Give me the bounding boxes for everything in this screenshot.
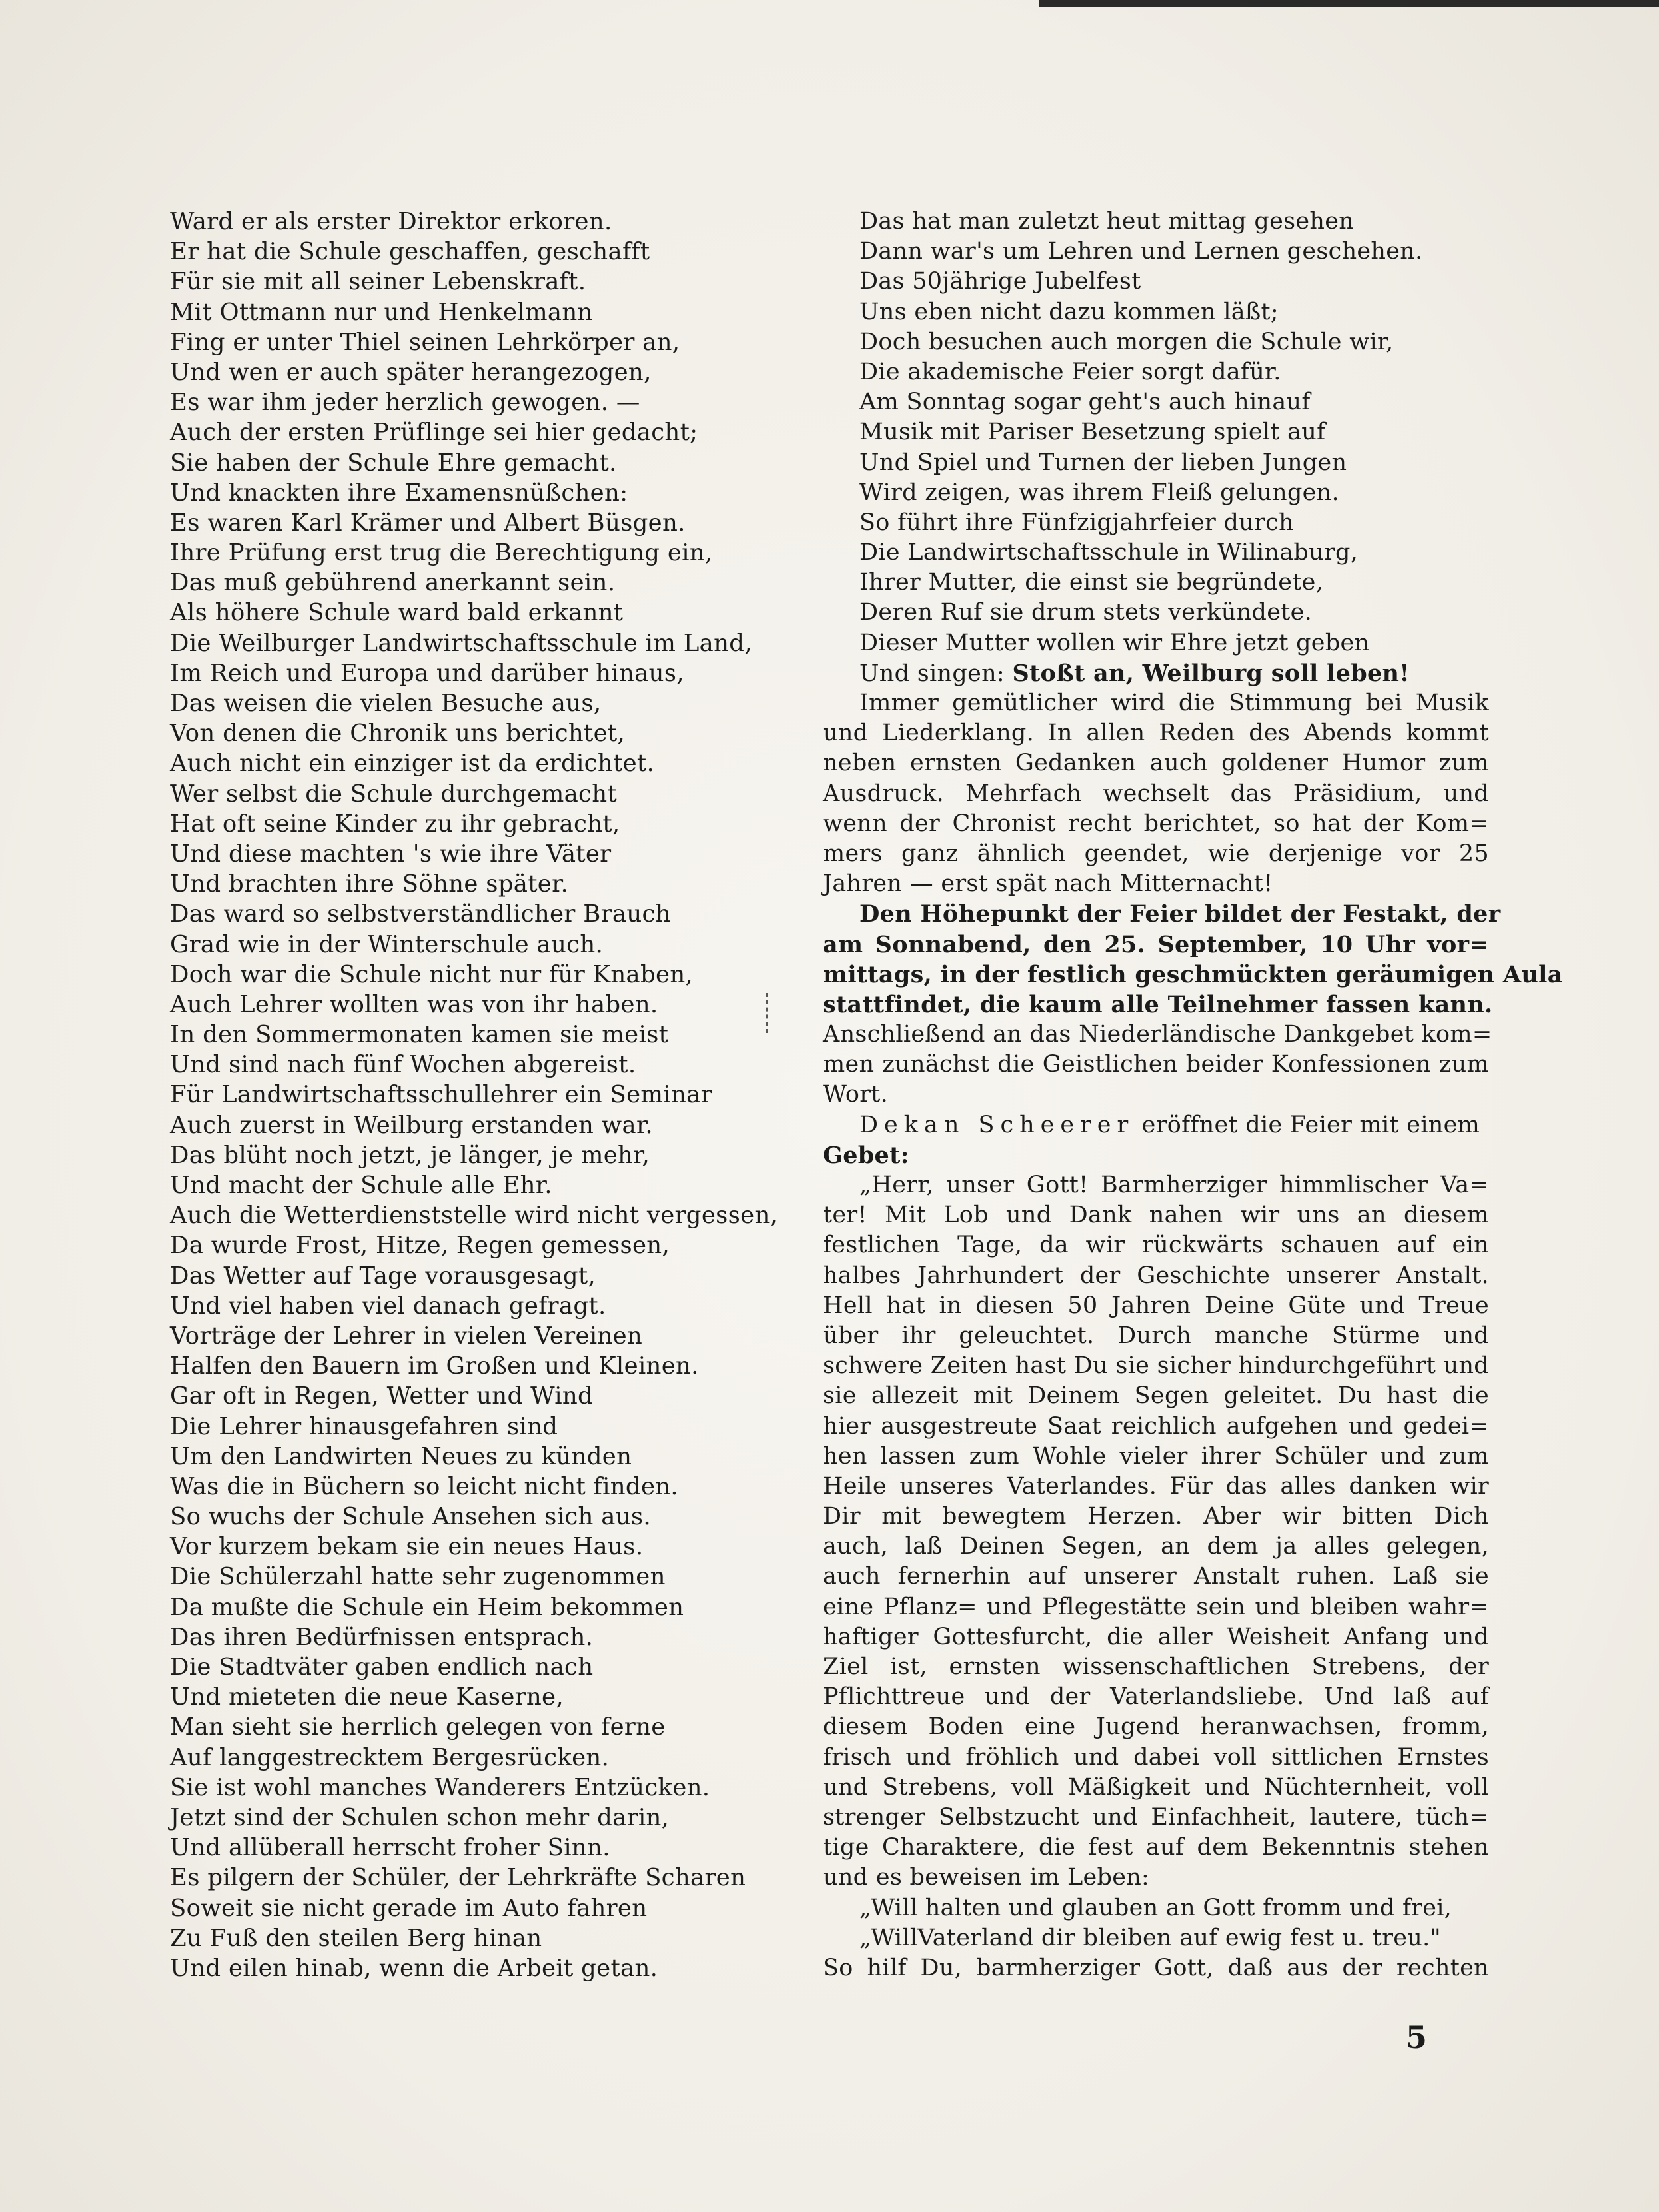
verse-line: Hat oft seine Kinder zu ihr gebracht, (170, 810, 620, 838)
verse-line: Das Wetter auf Tage vorausgesagt, (170, 1262, 596, 1290)
verse-line: Sie ist wohl manches Wanderers Entzücken. (170, 1773, 710, 1801)
page-number: 5 (1406, 2019, 1428, 2055)
verse-line: Zu Fuß den steilen Berg hinan (170, 1924, 542, 1952)
prayer-line: auch, laß Deinen Segen, an dem ja alles gelegen, (823, 1533, 1489, 1560)
prayer-line: eine Pflanz= und Pflegestätte sein und bleiben wahr= (823, 1593, 1489, 1620)
verse-line: Das 50jährige Jubelfest (859, 268, 1141, 295)
verse-line: Und sind nach fünf Wochen abgereist. (170, 1051, 636, 1079)
verse-line: Für Landwirtschaftsschullehrer ein Seminar (170, 1081, 712, 1109)
verse-line: Die Schülerzahl hatte sehr zugenommen (170, 1563, 666, 1591)
verse-line: Und mieteten die neue Kaserne, (170, 1683, 564, 1711)
paragraph-line: mittags, in der festlich geschmückten geräumigen Aula (823, 960, 1563, 988)
verse-line: Er hat die Schule geschaffen, geschafft (170, 238, 650, 266)
verse-line: Das ward so selbstverständlicher Brauch (170, 900, 671, 928)
prayer-line: über ihr geleuchtet. Durch manche Stürme und (823, 1322, 1489, 1349)
verse-line: Vor kurzem bekam sie ein neues Haus. (170, 1533, 644, 1561)
verse-line: Von denen die Chronik uns berichtet, (170, 720, 626, 748)
verse-line: Für sie mit all seiner Lebenskraft. (170, 268, 586, 296)
verse-line: Sie haben der Schule Ehre gemacht. (170, 449, 617, 477)
prayer-line: Dir mit bewegtem Herzen. Aber wir bitten Dich (823, 1503, 1489, 1530)
verse-line: Die Weilburger Landwirtschaftsschule im Land, (170, 629, 752, 657)
verse-line: Grad wie in der Winterschule auch. (170, 930, 604, 958)
prayer-line: hier ausgestreute Saat reichlich aufgehen und gedei= (823, 1412, 1489, 1440)
verse-line: Das ihren Bedürfnissen entsprach. (170, 1623, 594, 1651)
verse-line (823, 658, 1489, 688)
verse-line: Und knackten ihre Examensnüßchen: (170, 479, 628, 507)
prayer-line: Ziel ist, ernsten wissenschaftlichen Strebens, der (823, 1654, 1489, 1680)
prayer-line: diesem Boden eine Jugend heranwachsen, fromm, (823, 1713, 1489, 1741)
verse-line: Deren Ruf sie drum stets verkündete. (859, 599, 1313, 626)
paragraph-text: eröffnet die Feier mit einem (1134, 1111, 1480, 1138)
verse-line: Und viel haben viel danach gefragt. (170, 1292, 606, 1320)
prayer-line: schwere Zeiten hast Du sie sicher hindurchgeführt und (823, 1352, 1489, 1380)
verse-line: Man sieht sie herrlich gelegen von ferne (170, 1713, 666, 1741)
verse-line: Auch zuerst in Weilburg erstanden war. (170, 1111, 653, 1139)
prayer-line: auch fernerhin auf unserer Anstalt ruhen. Laß sie (823, 1563, 1489, 1590)
verse-line: Die Stadtväter gaben endlich nach (170, 1654, 594, 1681)
verse-line: Fing er unter Thiel seinen Lehrkörper an, (170, 328, 680, 356)
toast-text: Stoßt an, Weilburg soll leben! (1012, 659, 1410, 687)
paragraph-line: Ausdruck. Mehrfach wechselt das Präsidium, und (823, 780, 1489, 807)
verse-line: Auch nicht ein einziger ist da erdichtet. (170, 750, 655, 778)
verse-line: Ihrer Mutter, die einst sie begründete, (859, 569, 1324, 596)
right-column (823, 207, 1563, 1983)
verse-line: Doch besuchen auch morgen die Schule wir, (859, 328, 1394, 355)
verse-line: Und diese machten 's wie ihre Väter (170, 840, 612, 868)
verse-line: Und Spiel und Turnen der lieben Jungen (859, 449, 1347, 476)
prayer-line: Heile unseres Vaterlandes. Für das alles danken wir (823, 1472, 1489, 1500)
prayer-line: Pflichttreue und der Vaterlandsliebe. Und laß auf (823, 1683, 1489, 1711)
prayer-line: „Herr, unser Gott! Barmherziger himmlischer Va= (859, 1172, 1489, 1198)
verse-line: Das blüht noch jetzt, je länger, je mehr, (170, 1141, 650, 1169)
quote-line: „WillVaterland dir bleiben auf ewig fest u. treu." (859, 1924, 1441, 1951)
prayer-line: haftiger Gottesfurcht, die aller Weisheit Anfang und (823, 1623, 1489, 1650)
left-column (170, 207, 783, 1983)
prayer-heading: Gebet: (823, 1141, 909, 1169)
verse-line: Ward er als erster Direktor erkoren. (170, 208, 612, 235)
paragraph-line: Wort. (823, 1081, 889, 1108)
verse-line: Auf langgestrecktem Bergesrücken. (170, 1743, 610, 1771)
prayer-line: ter! Mit Lob und Dank nahen wir uns an diesem (823, 1202, 1489, 1229)
prayer-line: sie allezeit mit Deinem Segen geleitet. Du hast die (823, 1382, 1489, 1410)
verse-line: Und allüberall herrscht froher Sinn. (170, 1834, 610, 1862)
verse-line: Jetzt sind der Schulen schon mehr darin, (170, 1803, 670, 1831)
prayer-line: und es beweisen im Leben: (823, 1864, 1150, 1891)
verse-line: Gar oft in Regen, Wetter und Wind (170, 1382, 594, 1410)
verse-line: So wuchs der Schule Ansehen sich aus. (170, 1503, 652, 1531)
verse-line: Mit Ottmann nur und Henkelmann (170, 298, 593, 326)
verse-line: Die Lehrer hinausgefahren sind (170, 1412, 558, 1440)
paragraph-line: Jahren — erst spät nach Mitternacht! (823, 870, 1273, 898)
prayer-line: festlichen Tage, da wir rückwärts schauen auf ein (823, 1232, 1489, 1259)
paragraph-line: wenn der Chronist recht berichtet, so hat der Kom= (823, 810, 1489, 837)
prayer-line: Hell hat in diesen 50 Jahren Deine Güte und Treue (823, 1292, 1489, 1319)
prayer-line: tige Charaktere, die fest auf dem Bekenntnis stehen (823, 1834, 1489, 1861)
verse-line: Ihre Prüfung erst trug die Berechtigung ein, (170, 539, 713, 567)
verse-line: Die Landwirtschaftsschule in Wilinaburg, (859, 539, 1359, 566)
verse-line: Wer selbst die Schule durchgemacht (170, 780, 617, 808)
verse-line: Im Reich und Europa und darüber hinaus, (170, 659, 684, 687)
verse-line: Und eilen hinab, wenn die Arbeit getan. (170, 1954, 658, 1982)
verse-line: Dann war's um Lehren und Lernen geschehen. (859, 238, 1423, 265)
verse-line: Und wen er auch später herangezogen, (170, 358, 652, 386)
verse-line: Das hat man zuletzt heut mittag gesehen (859, 208, 1355, 235)
verse-line: Doch war die Schule nicht nur für Knaben, (170, 960, 694, 988)
paragraph-line (823, 1110, 1489, 1140)
verse-line: In den Sommermonaten kamen sie meist (170, 1021, 669, 1049)
paragraph-line: men zunächst die Geistlichen beider Konfessionen zum (823, 1051, 1489, 1078)
paragraph-line: stattfindet, die kaum alle Teilnehmer fassen kann. (823, 990, 1493, 1018)
verse-line: Auch die Wetterdienststelle wird nicht vergessen, (170, 1202, 778, 1230)
paragraph-line: Anschließend an das Niederländische Dankgebet kom= (823, 1021, 1492, 1048)
closing-line: So hilf Du, barmherziger Gott, daß aus der rechten (823, 1954, 1489, 1981)
prayer-line: hen lassen zum Wohle vieler ihrer Schüler und zum (823, 1442, 1489, 1470)
verse-line: Halfen den Bauern im Großen und Kleinen. (170, 1352, 699, 1380)
prayer-line: halbes Jahrhundert der Geschichte unserer Anstalt. (823, 1262, 1489, 1289)
verse-line: Das weisen die vielen Besuche aus, (170, 690, 602, 717)
verse-line: Um den Landwirten Neues zu künden (170, 1442, 632, 1470)
verse-line: Was die in Büchern so leicht nicht finden. (170, 1472, 679, 1500)
prayer-line: strenger Selbstzucht und Einfachheit, lautere, tüch= (823, 1803, 1489, 1831)
verse-line: Und brachten ihre Söhne später. (170, 870, 569, 898)
verse-line: Da wurde Frost, Hitze, Regen gemessen, (170, 1232, 670, 1260)
verse-line: Es waren Karl Krämer und Albert Büsgen. (170, 509, 686, 537)
verse-line: Dieser Mutter wollen wir Ehre jetzt geben (859, 629, 1370, 656)
verse-line: Es pilgern der Schüler, der Lehrkräfte Scharen (170, 1864, 746, 1892)
verse-line: Musik mit Pariser Besetzung spielt auf (859, 419, 1326, 446)
verse-line: Vorträge der Lehrer in vielen Vereinen (170, 1322, 643, 1350)
verse-line: Die akademische Feier sorgt dafür. (859, 358, 1281, 385)
paragraph-line: neben ernsten Gedanken auch goldener Humor zum (823, 750, 1489, 777)
verse-line: Uns eben nicht dazu kommen läßt; (859, 298, 1279, 325)
verse-line: Das muß gebührend anerkannt sein. (170, 569, 616, 597)
paragraph-line: Immer gemütlicher wird die Stimmung bei Musik (859, 690, 1489, 716)
quote-line: „Will halten und glauben an Gott fromm und frei, (859, 1894, 1452, 1921)
verse-line: Da mußte die Schule ein Heim bekommen (170, 1593, 684, 1621)
verse-line: Auch Lehrer wollten was von ihr haben. (170, 990, 658, 1018)
verse-line: Am Sonntag sogar geht's auch hinauf (859, 389, 1311, 416)
verse-line: Soweit sie nicht gerade im Auto fahren (170, 1894, 648, 1922)
verse-line: So führt ihre Fünfzigjahrfeier durch (859, 509, 1294, 536)
verse-text: Und singen: (859, 660, 1013, 687)
verse-line: Als höhere Schule ward bald erkannt (170, 599, 624, 627)
verse-line: Wird zeigen, was ihrem Fleiß gelungen. (859, 479, 1339, 506)
paragraph-line: Den Höhepunkt der Feier bildet der Festakt, der (859, 900, 1501, 928)
top-edge-rule (1039, 0, 1659, 7)
speaker-name: Dekan Scheerer (859, 1111, 1135, 1138)
verse-line: Es war ihm jeder herzlich gewogen. — (170, 389, 640, 417)
prayer-line: und Strebens, voll Mäßigkeit und Nüchternheit, voll (823, 1773, 1489, 1801)
paragraph-line: mers ganz ähnlich geendet, wie derjenige vor 25 (823, 840, 1489, 867)
verse-line: Und macht der Schule alle Ehr. (170, 1172, 552, 1199)
verse-line: Auch der ersten Prüflinge sei hier gedacht; (170, 419, 698, 447)
paragraph-line: und Liederklang. In allen Reden des Abends kommt (823, 720, 1489, 747)
paragraph-line: am Sonnabend, den 25. September, 10 Uhr vor= (823, 930, 1489, 958)
prayer-line: frisch und fröhlich und dabei voll sittlichen Ernstes (823, 1743, 1489, 1771)
